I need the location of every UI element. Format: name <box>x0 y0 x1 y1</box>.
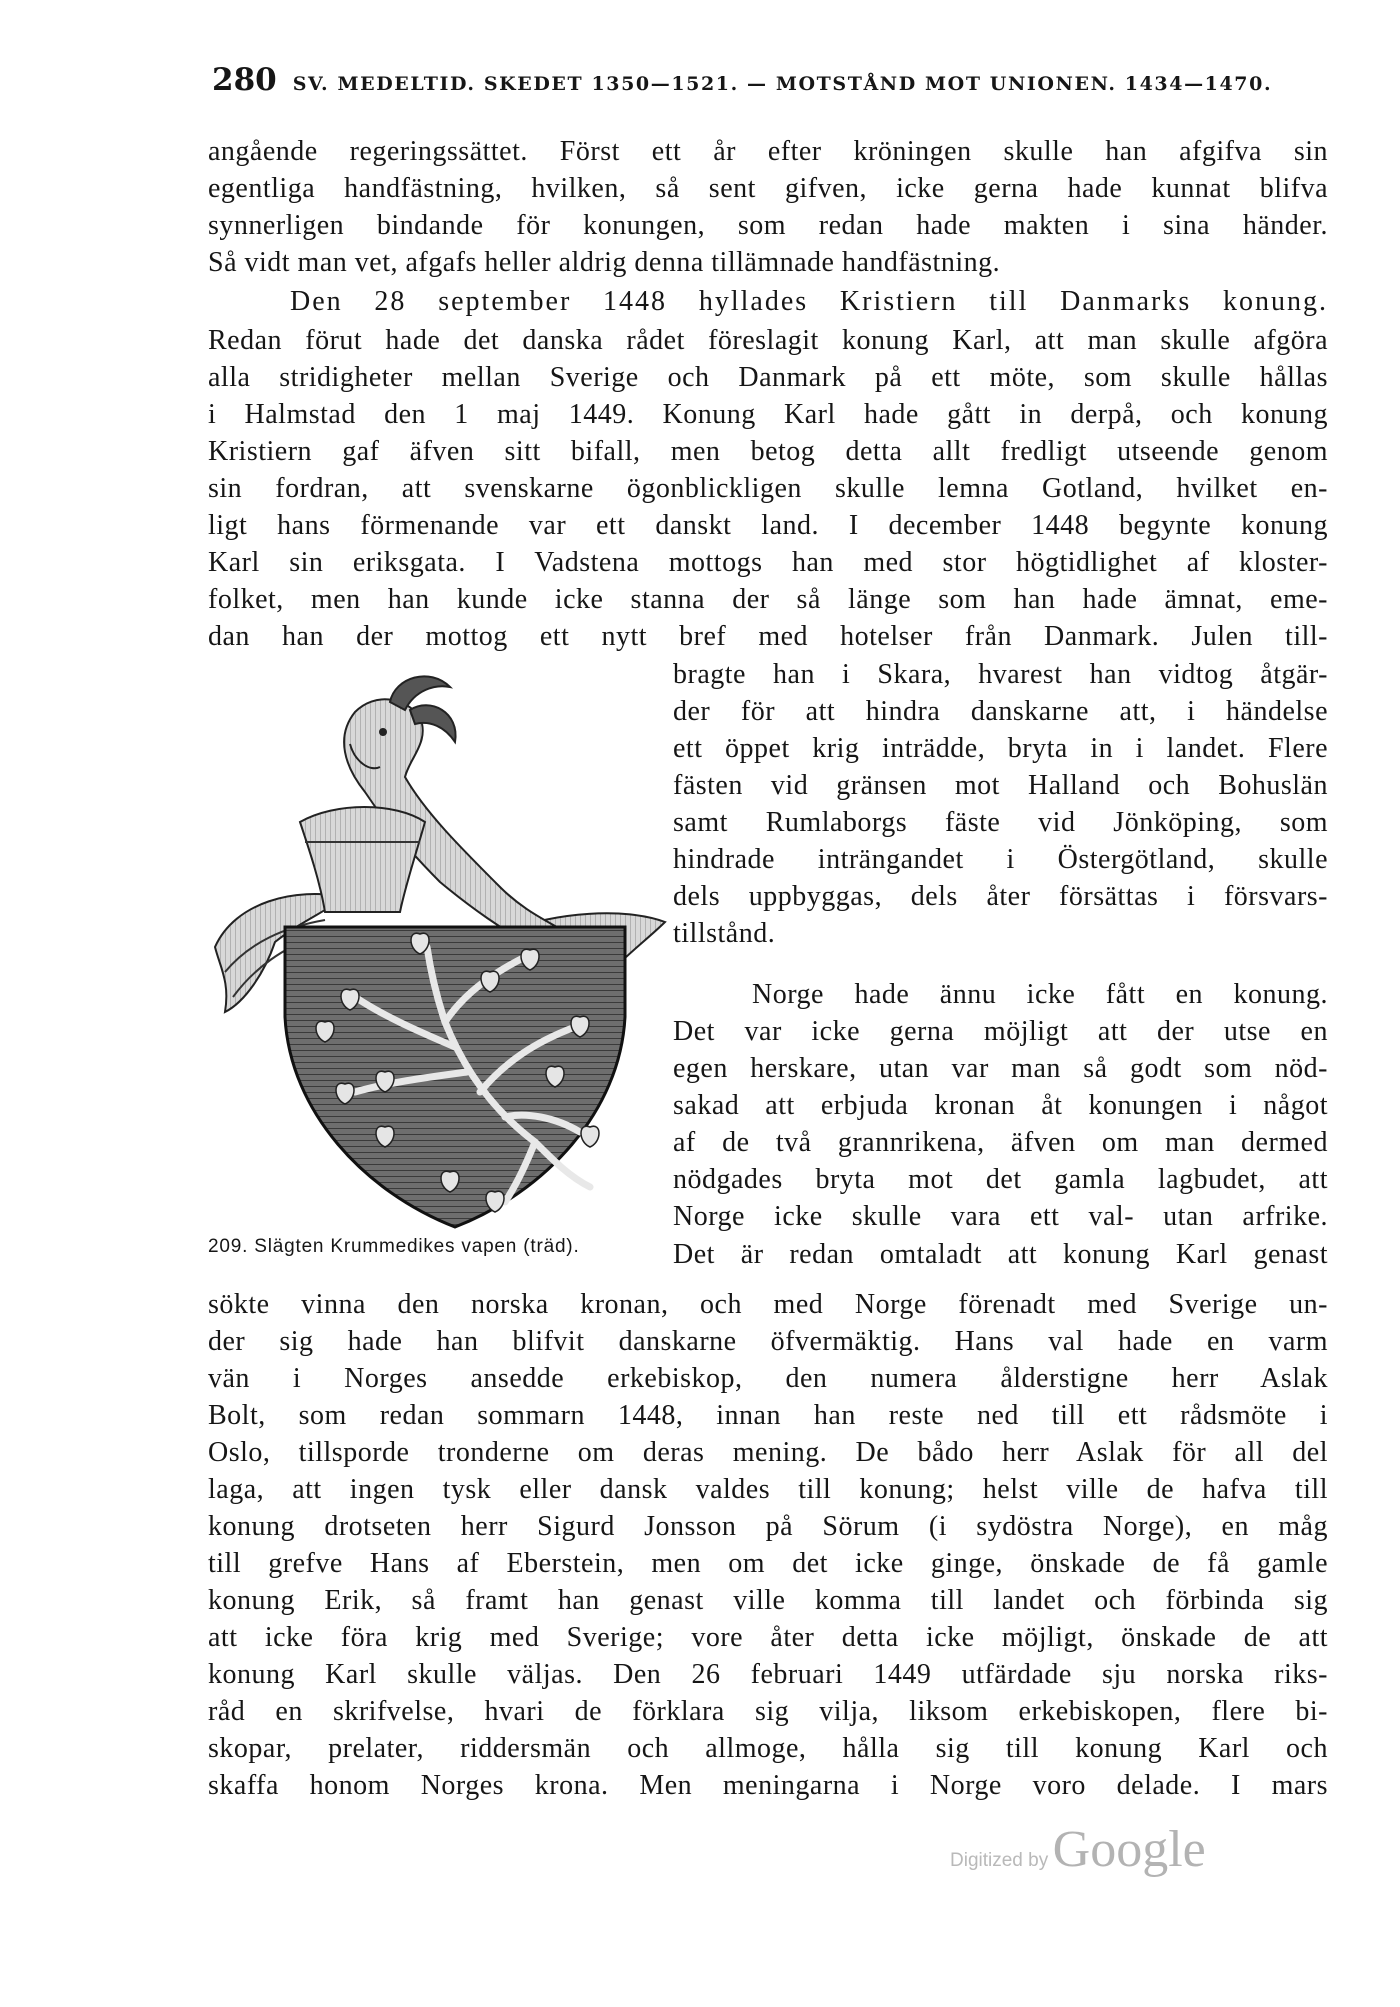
text-line: sakad att erbjuda kronan åt konungen i något <box>673 1090 1328 1121</box>
text-line: Bolt, som redan sommarn 1448, innan han reste ned till ett rådsmöte i <box>208 1400 1328 1431</box>
text-line: egentliga handfästning, hvilken, så sent gifven, icke gerna hade kunnat blifva <box>208 173 1328 204</box>
text-line: angående regeringssättet. Först ett år efter kröningen skulle han afgifva sin <box>208 136 1328 167</box>
text-line: sin fordran, att svenskarne ögonblickligen skulle lemna Gotland, hvilket en- <box>208 473 1328 504</box>
text-line: skaffa honom Norges krona. Men meningarna i Norge voro delade. I mars <box>208 1770 1328 1801</box>
text-line: skopar, prelater, riddersmän och allmoge, hålla sig till konung Karl och <box>208 1733 1328 1764</box>
text-line: konung Erik, så framt han genast ville komma till landet och förbinda sig <box>208 1585 1328 1616</box>
text-line: dels uppbyggas, dels åter försättas i försvars- <box>673 881 1328 912</box>
text-line: vän i Norges ansedde erkebiskop, den numera ålderstigne herr Aslak <box>208 1363 1328 1394</box>
page-header <box>212 62 1312 102</box>
text-line: samt Rumlaborgs fäste vid Jönköping, som <box>673 807 1328 838</box>
text-line: hindrade inträngandet i Östergötland, skulle <box>673 844 1328 875</box>
text-line: Redan förut hade det danska rådet föreslagit konung Karl, att man skulle afgöra <box>208 325 1328 356</box>
text-line: konung drotseten herr Sigurd Jonsson på Sörum (i sydöstra Norge), en måg <box>208 1511 1328 1542</box>
coat-of-arms-illustration <box>205 672 675 1232</box>
text-line: laga, att ingen tysk eller dansk valdes till konung; helst ville de hafva till <box>208 1474 1328 1505</box>
figure-caption: 209. Slägten Krummedikes vapen (träd). <box>208 1236 580 1257</box>
text-line: råd en skrifvelse, hvari de förklara sig vilja, liksom erkebiskopen, flere bi- <box>208 1696 1328 1727</box>
text-line: i Halmstad den 1 maj 1449. Konung Karl hade gått in derpå, och konung <box>208 399 1328 430</box>
text-line: tillstånd. <box>673 918 776 949</box>
text-line: bragte han i Skara, hvarest han vidtog åtgär- <box>673 659 1328 690</box>
text-line: ett öppet krig inträdde, bryta in i landet. Flere <box>673 733 1328 764</box>
page-number: 280 <box>212 62 277 98</box>
text-line: egen herskare, utan var man så godt som nöd- <box>673 1053 1328 1084</box>
text-line: sökte vinna den norska kronan, och med Norge förenadt med Sverige un- <box>208 1289 1328 1320</box>
text-line: Oslo, tillsporde tronderne om deras mening. De bådo herr Aslak för all del <box>208 1437 1328 1468</box>
text-line: nödgades bryta mot det gamla lagbudet, att <box>673 1164 1328 1195</box>
google-logo: Google <box>1052 1821 1206 1878</box>
text-line: Norge hade ännu icke fått en konung. <box>752 979 1328 1010</box>
text-line: Den 28 september 1448 hyllades Kristiern till Danmarks konung. <box>290 286 1328 317</box>
running-head: SV. MEDELTID. SKEDET 1350—1521. — MOTSTÅND MOT UNIONEN. 1434—1470. <box>292 73 1273 95</box>
text-line: Karl sin eriksgata. I Vadstena mottogs han med stor högtidlighet af kloster- <box>208 547 1328 578</box>
text-line: af de två grannrikena, äfven om man dermed <box>673 1127 1328 1158</box>
text-line: Det är redan omtaladt att konung Karl genast <box>673 1239 1328 1270</box>
text-line: dan han der mottog ett nytt bref med hotelser från Danmark. Julen till- <box>208 621 1328 652</box>
text-line: konung Karl skulle väljas. Den 26 februari 1449 utfärdade sju norska riks- <box>208 1659 1328 1690</box>
text-line: till grefve Hans af Eberstein, men om det icke ginge, önskade de få gamle <box>208 1548 1328 1579</box>
text-line: synnerligen bindande för konungen, som redan hade makten i sina händer. <box>208 210 1328 241</box>
text-line: folket, men han kunde icke stanna der så länge som han hade ämnat, eme- <box>208 584 1328 615</box>
text-line: ligt hans förmenande var ett danskt land. I december 1448 begynte konung <box>208 510 1328 541</box>
digitized-watermark <box>950 1820 1206 1879</box>
text-line: fästen vid gränsen mot Halland och Bohuslän <box>673 770 1328 801</box>
text-line: att icke föra krig med Sverige; vore åter detta icke möjligt, önskade de att <box>208 1622 1328 1653</box>
watermark-prefix: Digitized by <box>950 1850 1049 1871</box>
text-line: Det var icke gerna möjligt att der utse en <box>673 1016 1328 1047</box>
text-line: alla stridigheter mellan Sverige och Danmark på ett möte, som skulle hållas <box>208 362 1328 393</box>
text-line: Norge icke skulle vara ett val- utan arfrike. <box>673 1201 1328 1232</box>
text-line: der sig hade han blifvit danskarne öfvermäktig. Hans val hade en varm <box>208 1326 1328 1357</box>
text-line: Så vidt man vet, afgafs heller aldrig denna tillämnade handfästning. <box>208 247 1001 278</box>
text-line: der för att hindra danskarne att, i händelse <box>673 696 1328 727</box>
text-line: Kristiern gaf äfven sitt bifall, men betog detta allt fredligt utseende genom <box>208 436 1328 467</box>
